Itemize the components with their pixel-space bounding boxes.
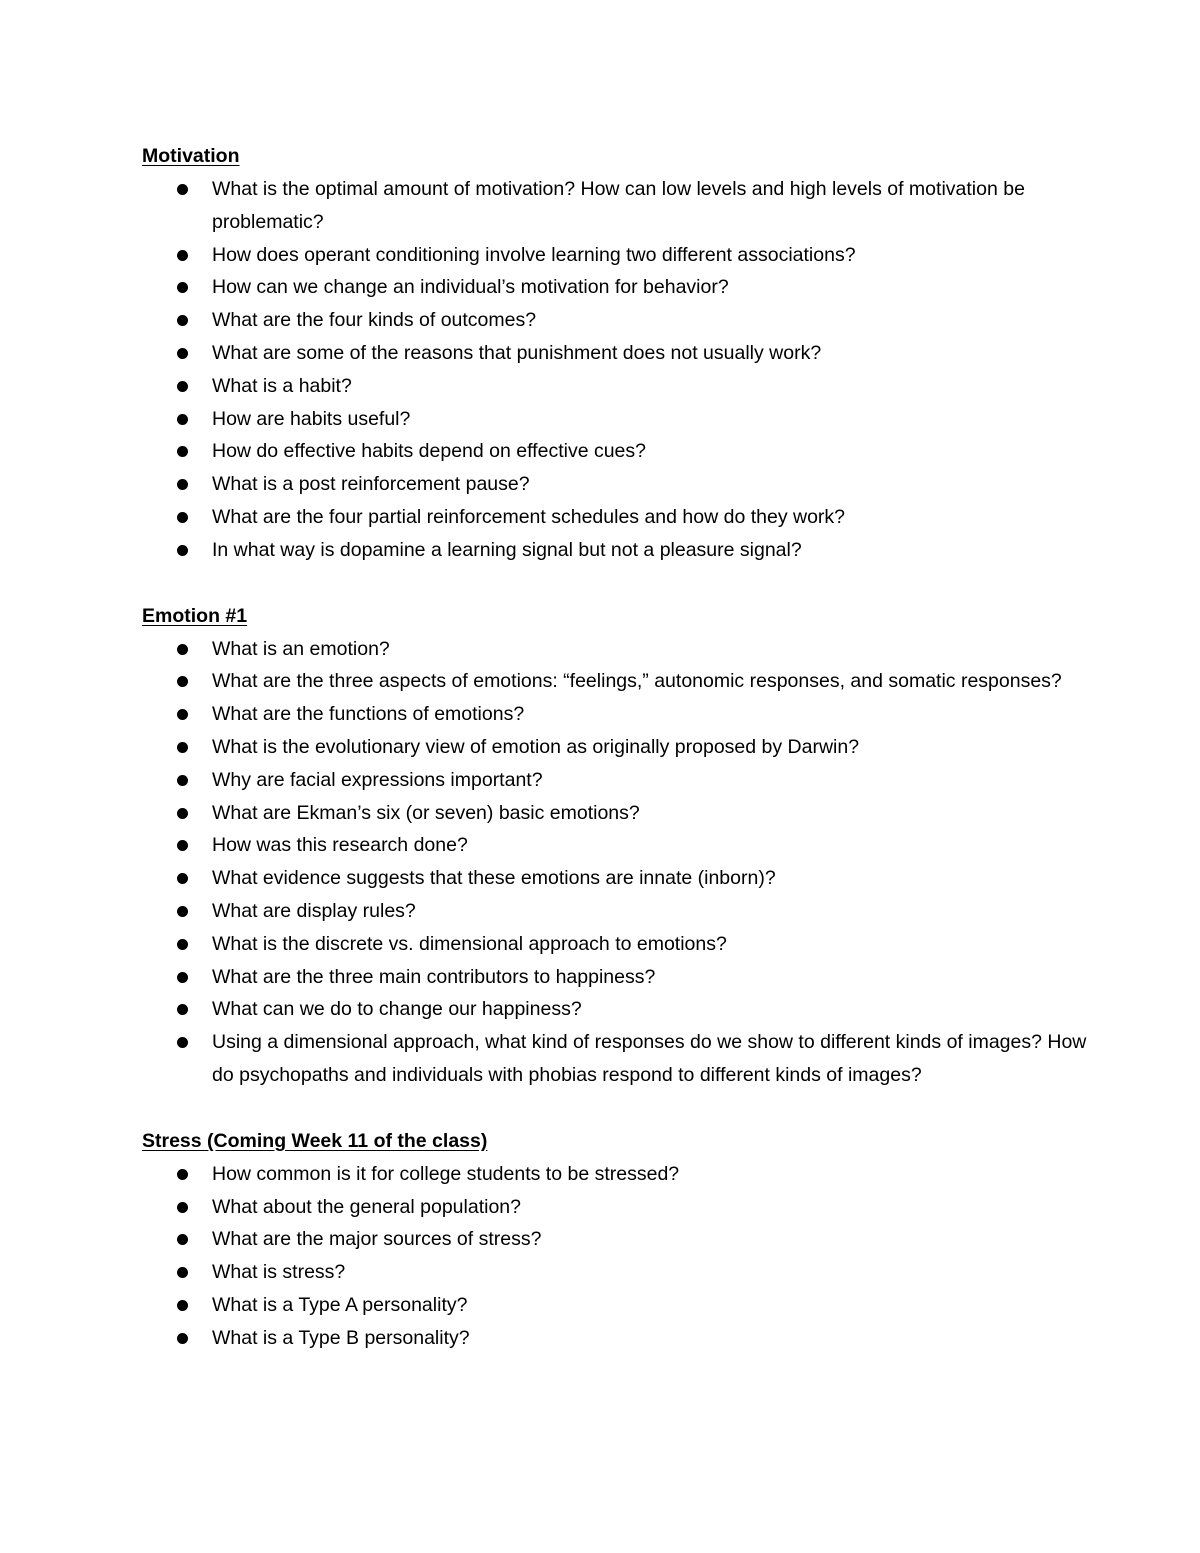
- list-item: [142, 304, 1102, 337]
- bullet-icon: [177, 250, 188, 261]
- list-item: [142, 895, 1102, 928]
- bullet-icon: [177, 1037, 188, 1048]
- section-heading: Emotion #1: [142, 604, 248, 627]
- list-item: [142, 337, 1102, 370]
- list-item: [142, 633, 1102, 666]
- bullet-icon: [177, 742, 188, 753]
- question-text: How do effective habits depend on effective cues?: [212, 440, 646, 463]
- list-item: [142, 468, 1102, 501]
- list-item: [142, 1191, 1102, 1224]
- list-item: [142, 961, 1102, 994]
- question-text: What are the three aspects of emotions: “feelings,” autonomic responses, and somatic responses?: [212, 670, 1062, 693]
- list-item: [142, 1289, 1102, 1322]
- list-item: [142, 239, 1102, 272]
- list-item: [142, 403, 1102, 436]
- section-heading: Stress (Coming Week 11 of the class): [142, 1129, 488, 1152]
- list-item: [142, 993, 1102, 1026]
- question-text: How was this research done?: [212, 834, 468, 857]
- question-text: What evidence suggests that these emotions are innate (inborn)?: [212, 867, 776, 890]
- list-item: [142, 1256, 1102, 1289]
- list-item: [142, 928, 1102, 961]
- list-item: [142, 1026, 1102, 1092]
- question-text: Why are facial expressions important?: [212, 768, 543, 791]
- list-item: [142, 797, 1102, 830]
- question-text: How common is it for college students to be stressed?: [212, 1162, 680, 1185]
- question-text: What is a Type B personality?: [212, 1326, 470, 1349]
- bullet-icon: [177, 939, 188, 950]
- question-text: What is stress?: [212, 1261, 346, 1284]
- section-motivation: [142, 140, 1102, 567]
- list-item: [142, 731, 1102, 764]
- bullet-icon: [177, 1234, 188, 1245]
- bullet-icon: [177, 840, 188, 851]
- bullet-icon: [177, 1267, 188, 1278]
- question-text: What are display rules?: [212, 899, 416, 922]
- question-text: What is an emotion?: [212, 637, 390, 660]
- bullet-icon: [177, 1202, 188, 1213]
- bullet-icon: [177, 512, 188, 523]
- question-text: What are the four kinds of outcomes?: [212, 309, 537, 332]
- list-item: [142, 534, 1102, 567]
- question-text: What is a habit?: [212, 374, 352, 397]
- bullet-icon: [177, 1333, 188, 1344]
- question-text: How are habits useful?: [212, 407, 411, 430]
- question-text: What is a post reinforcement pause?: [212, 473, 530, 496]
- bullet-icon: [177, 446, 188, 457]
- list-item: [142, 764, 1102, 797]
- question-text: What are the major sources of stress?: [212, 1228, 542, 1251]
- list-item: [142, 698, 1102, 731]
- question-list: [142, 173, 1102, 567]
- list-item: [142, 665, 1102, 698]
- question-text: What are the functions of emotions?: [212, 703, 525, 726]
- list-item: [142, 1158, 1102, 1191]
- question-text: What is the optimal amount of motivation? How can low levels and high levels of motivation be problematic?: [212, 178, 1025, 233]
- list-item: [142, 1223, 1102, 1256]
- question-text: What are some of the reasons that punishment does not usually work?: [212, 341, 822, 364]
- question-text: In what way is dopamine a learning signal but not a pleasure signal?: [212, 538, 802, 561]
- question-text: What can we do to change our happiness?: [212, 998, 582, 1021]
- bullet-icon: [177, 676, 188, 687]
- bullet-icon: [177, 315, 188, 326]
- bullet-icon: [177, 873, 188, 884]
- document-content: [142, 140, 1102, 1355]
- question-text: What is a Type A personality?: [212, 1293, 468, 1316]
- list-item: [142, 435, 1102, 468]
- list-item: [142, 501, 1102, 534]
- bullet-icon: [177, 282, 188, 293]
- question-text: What are the four partial reinforcement schedules and how do they work?: [212, 505, 846, 528]
- bullet-icon: [177, 644, 188, 655]
- bullet-icon: [177, 348, 188, 359]
- list-item: [142, 370, 1102, 403]
- bullet-icon: [177, 381, 188, 392]
- bullet-icon: [177, 1169, 188, 1180]
- bullet-icon: [177, 414, 188, 425]
- bullet-icon: [177, 808, 188, 819]
- bullet-icon: [177, 775, 188, 786]
- question-list: [142, 633, 1102, 1092]
- list-item: [142, 173, 1102, 239]
- question-text: What is the discrete vs. dimensional approach to emotions?: [212, 932, 727, 955]
- list-item: [142, 1322, 1102, 1355]
- question-list: [142, 1158, 1102, 1355]
- bullet-icon: [177, 479, 188, 490]
- bullet-icon: [177, 972, 188, 983]
- question-text: What are the three main contributors to happiness?: [212, 965, 656, 988]
- question-text: What about the general population?: [212, 1195, 521, 1218]
- question-text: What are Ekman’s six (or seven) basic emotions?: [212, 801, 640, 824]
- bullet-icon: [177, 545, 188, 556]
- list-item: [142, 829, 1102, 862]
- question-text: What is the evolutionary view of emotion as originally proposed by Darwin?: [212, 735, 860, 758]
- section-stress: [142, 1125, 1102, 1355]
- bullet-icon: [177, 1004, 188, 1015]
- bullet-icon: [177, 1300, 188, 1311]
- question-text: Using a dimensional approach, what kind of responses do we show to different kinds of images? How do psychopaths and individuals with phobias respond to different kinds of images?: [212, 1031, 1087, 1086]
- question-text: How can we change an individual’s motivation for behavior?: [212, 276, 729, 299]
- bullet-icon: [177, 906, 188, 917]
- question-text: How does operant conditioning involve learning two different associations?: [212, 243, 856, 266]
- list-item: [142, 862, 1102, 895]
- list-item: [142, 271, 1102, 304]
- bullet-icon: [177, 184, 188, 195]
- section-emotion-1: [142, 600, 1102, 1092]
- bullet-icon: [177, 709, 188, 720]
- section-heading: Motivation: [142, 145, 240, 167]
